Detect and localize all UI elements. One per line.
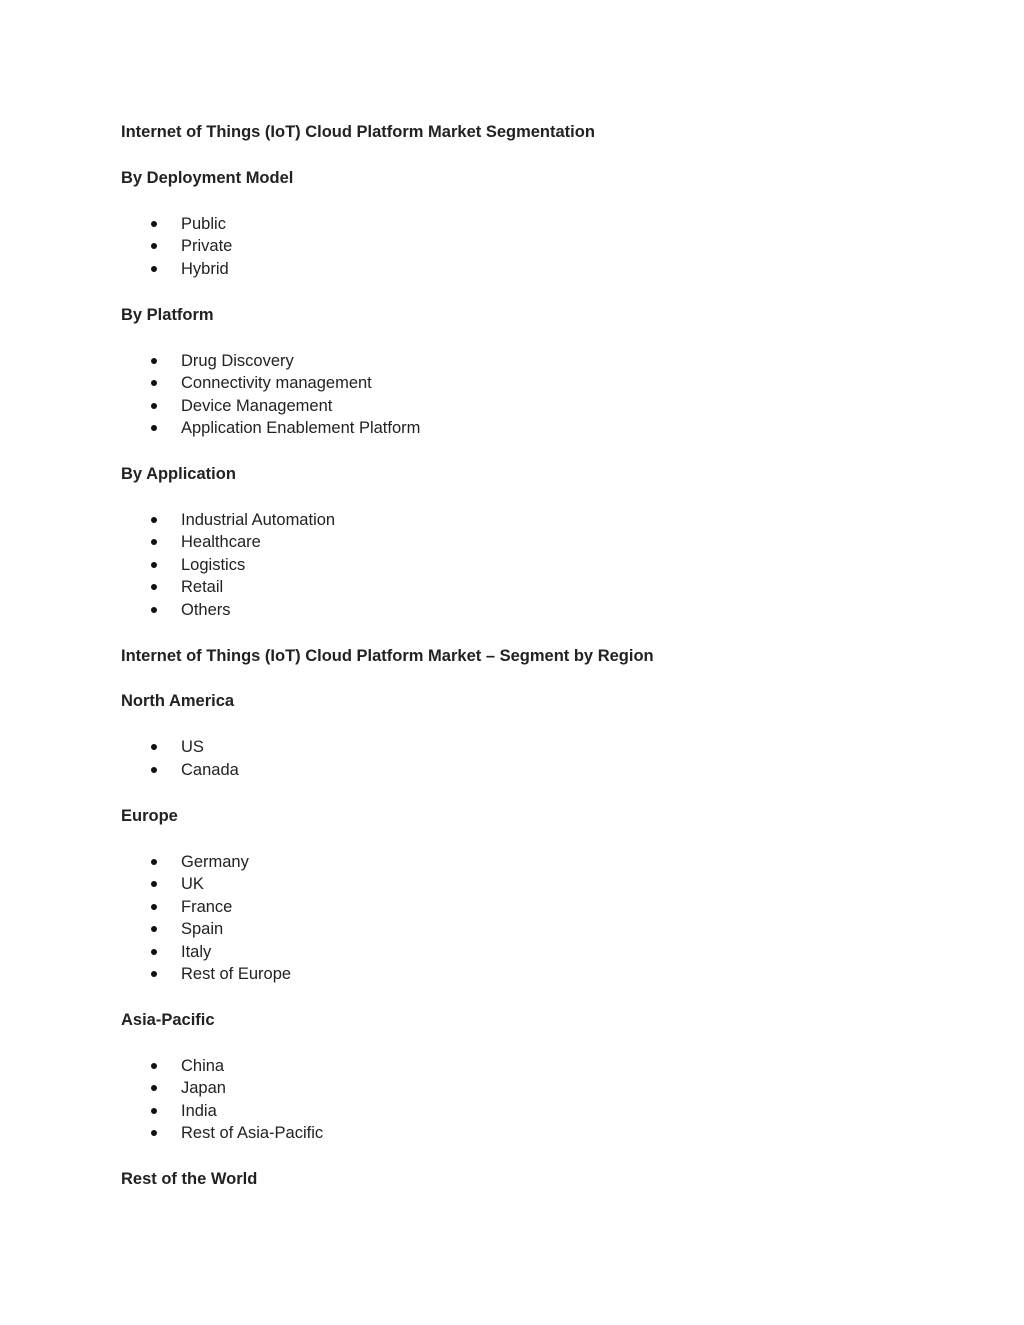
bullet-icon: [151, 1063, 157, 1069]
bullet-icon: [151, 744, 157, 750]
bullet-icon: [151, 425, 157, 431]
bullet-icon: [151, 380, 157, 386]
list-item: Retail: [181, 578, 224, 596]
region-title: Internet of Things (IoT) Cloud Platform Market – Segment by Region: [121, 647, 654, 665]
list-item: France: [181, 898, 233, 916]
list-item: UK: [181, 875, 204, 893]
bullet-icon: [151, 607, 157, 613]
bullet-icon: [151, 517, 157, 523]
bullet-icon: [151, 221, 157, 227]
list-item: China: [181, 1057, 225, 1075]
bullet-icon: [151, 1130, 157, 1136]
section-heading-north-america: North America: [121, 692, 235, 710]
document-title: Internet of Things (IoT) Cloud Platform Market Segmentation: [121, 123, 595, 141]
bullet-icon: [151, 949, 157, 955]
section-heading-europe: Europe: [121, 807, 178, 825]
list-item: Connectivity management: [181, 374, 372, 392]
list-item: India: [181, 1102, 217, 1120]
bullet-icon: [151, 403, 157, 409]
bullet-icon: [151, 881, 157, 887]
bullet-icon: [151, 243, 157, 249]
list-item: Rest of Asia-Pacific: [181, 1124, 324, 1142]
bullet-icon: [151, 562, 157, 568]
list-item: Italy: [181, 943, 212, 961]
bullet-icon: [151, 1108, 157, 1114]
list-item: Healthcare: [181, 533, 261, 551]
list-item: US: [181, 738, 204, 756]
section-heading-rest-of-the-world: Rest of the World: [121, 1170, 258, 1188]
list-item: Drug Discovery: [181, 352, 294, 370]
list-item: Others: [181, 601, 231, 619]
section-heading-platform: By Platform: [121, 306, 214, 324]
list-item: Logistics: [181, 556, 246, 574]
section-heading-deployment-model: By Deployment Model: [121, 169, 294, 187]
bullet-icon: [151, 971, 157, 977]
list-item: Public: [181, 215, 226, 233]
list-item: Rest of Europe: [181, 965, 292, 983]
list-item: Private: [181, 237, 233, 255]
list-item: Canada: [181, 761, 239, 779]
section-heading-asia-pacific: Asia-Pacific: [121, 1011, 215, 1029]
bullet-icon: [151, 926, 157, 932]
list-item: Germany: [181, 853, 249, 871]
bullet-icon: [151, 904, 157, 910]
list-item: Industrial Automation: [181, 511, 336, 529]
list-item: Japan: [181, 1079, 226, 1097]
bullet-icon: [151, 767, 157, 773]
list-item: Device Management: [181, 397, 333, 415]
list-item: Hybrid: [181, 260, 229, 278]
bullet-icon: [151, 539, 157, 545]
list-item: Spain: [181, 920, 224, 938]
bullet-icon: [151, 1085, 157, 1091]
bullet-icon: [151, 584, 157, 590]
bullet-icon: [151, 358, 157, 364]
bullet-icon: [151, 859, 157, 865]
list-item: Application Enablement Platform: [181, 419, 421, 437]
section-heading-application: By Application: [121, 465, 236, 483]
bullet-icon: [151, 266, 157, 272]
